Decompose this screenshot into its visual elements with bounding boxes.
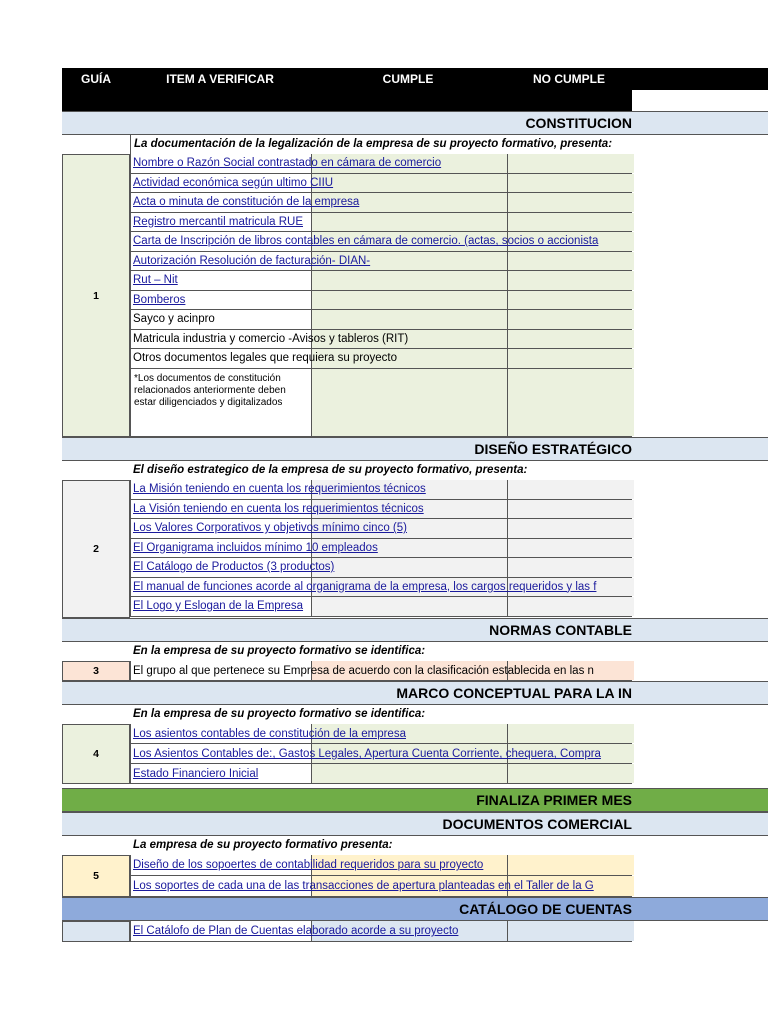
section-title: NORMAS CONTABLE [489, 622, 632, 638]
section-intro: El diseño estrategico de la empresa de su proyecto formativo, presenta: [133, 464, 528, 476]
item-row [130, 154, 632, 174]
guia-number: 5 [62, 855, 130, 897]
guia-number: 2 [62, 480, 130, 618]
header-item: ITEM A VERIFICAR [166, 72, 274, 86]
item-text[interactable]: Los Asientos Contables de:, Gastos Legales, Apertura Cuenta Corriente, chequera, Compra [133, 748, 601, 760]
item-row [130, 291, 632, 311]
item-text[interactable]: Nombre o Razón Social contrastado en cámara de comercio [133, 157, 442, 169]
guia-number: 4 [62, 724, 130, 784]
item-text[interactable]: La Visión teniendo en cuenta los requerimientos técnicos [133, 502, 424, 515]
item-text[interactable]: El Organigrama incluidos mínimo 10 empleados [133, 541, 378, 554]
guia-number: 3 [62, 661, 130, 681]
section-constitucion [62, 111, 768, 135]
black-band [62, 90, 632, 111]
item-text[interactable]: Autorización Resolución de facturación- DIAN- [133, 254, 371, 267]
header-guia: GUÍA [81, 72, 111, 86]
item-row [130, 539, 632, 559]
item-row [130, 252, 632, 272]
item-row [130, 174, 632, 194]
item-row [130, 661, 632, 681]
item-text[interactable]: El Catálogo de Productos (3 productos) [133, 561, 335, 573]
item-row [130, 855, 632, 876]
section-marco-conceptual [62, 681, 768, 705]
item-row [130, 921, 632, 942]
item-text[interactable]: Acta o minuta de constitución de la empresa [133, 196, 360, 208]
guia-number: 1 [62, 154, 130, 437]
section-intro: La empresa de su proyecto formativo presenta: [133, 839, 393, 851]
item-text[interactable]: Rut – Nit [133, 274, 178, 286]
item-row [130, 724, 632, 744]
item-text[interactable]: Diseño de los sopoertes de contabilidad requeridos para su proyecto [133, 859, 484, 871]
item-row [130, 558, 632, 578]
item-row [130, 876, 632, 897]
item-text[interactable]: La Misión teniendo en cuenta los requerimientos técnicos [133, 483, 426, 495]
item-text[interactable]: Los Valores Corporativos y objetivos mínimo cinco (5) [133, 522, 407, 534]
section-documentos-comerciales [62, 812, 768, 836]
item-text: Matricula industria y comercio -Avisos y tableros (RIT) [133, 332, 409, 345]
item-row [130, 271, 632, 291]
item-text[interactable]: Los soportes de cada una de las transacciones de apertura planteadas en el Taller de la G [133, 880, 594, 892]
section-intro: En la empresa de su proyecto formativo se identifica: [133, 645, 426, 657]
item-row [130, 500, 632, 520]
section-finaliza-primer-mes [62, 788, 768, 812]
section-title: DOCUMENTOS COMERCIAL [442, 816, 632, 832]
section-intro: La documentación de la legalización de la empresa de su proyecto formativo, presenta: [130, 135, 632, 154]
item-text[interactable]: Estado Financiero Inicial [133, 768, 259, 780]
no-cumple-cell[interactable] [507, 369, 634, 436]
section-title: FINALIZA PRIMER MES [476, 792, 632, 808]
item-text[interactable]: El Logo y Eslogan de la Empresa [133, 600, 304, 612]
item-row [130, 349, 632, 369]
item-row [130, 193, 632, 213]
section-intro: En la empresa de su proyecto formativo se identifica: [133, 708, 426, 720]
section-catalogo-cuentas [62, 897, 768, 921]
item-row [130, 213, 632, 233]
item-text[interactable]: El Catálofo de Plan de Cuentas elaborado acorde a su proyecto [133, 925, 459, 937]
header-row [62, 68, 768, 90]
note-text: *Los documentos de constitución relacionados anteriormente deben estar diligenciados y digitalizados [131, 369, 311, 436]
item-row [130, 310, 632, 330]
cumple-cell[interactable] [311, 369, 508, 436]
item-text: Sayco y acinpro [133, 313, 215, 325]
item-row [130, 597, 632, 617]
item-text[interactable]: Los asientos contables de constitución de la empresa [133, 728, 406, 740]
item-text: El grupo al que pertenece su Empresa de acuerdo con la clasificación establecida en las n [133, 665, 594, 677]
section-diseno-estrategico [62, 437, 768, 461]
header-no-cumple: NO CUMPLE [533, 72, 605, 86]
item-row [130, 578, 632, 598]
item-row [130, 519, 632, 539]
section-title: MARCO CONCEPTUAL PARA LA IN [396, 685, 632, 701]
item-text[interactable]: El manual de funciones acorde al organigrama de la empresa, los cargos requeridos y las f [133, 580, 597, 593]
item-text: Otros documentos legales que requiera su proyecto [133, 352, 398, 364]
item-text[interactable]: Actividad económica según ultimo CIIU [133, 176, 334, 189]
section-title: CATÁLOGO DE CUENTAS [459, 901, 632, 917]
section-title: DISEÑO ESTRATÉGICO [474, 441, 632, 457]
item-text[interactable]: Bomberos [133, 293, 186, 306]
guia-cell [62, 921, 130, 942]
item-row [130, 480, 632, 500]
header-cumple: CUMPLE [382, 72, 434, 86]
item-row [130, 744, 632, 764]
item-text[interactable]: Registro mercantil matricula RUE [133, 215, 303, 228]
item-row [130, 764, 632, 784]
section-title: CONSTITUCION [525, 115, 632, 131]
item-text[interactable]: Carta de Inscripción de libros contables en cámara de comercio. (actas, socios o accionista [133, 235, 599, 247]
item-row [130, 232, 632, 252]
note-row [130, 369, 632, 437]
section-normas-contable [62, 618, 768, 642]
item-row [130, 330, 632, 350]
